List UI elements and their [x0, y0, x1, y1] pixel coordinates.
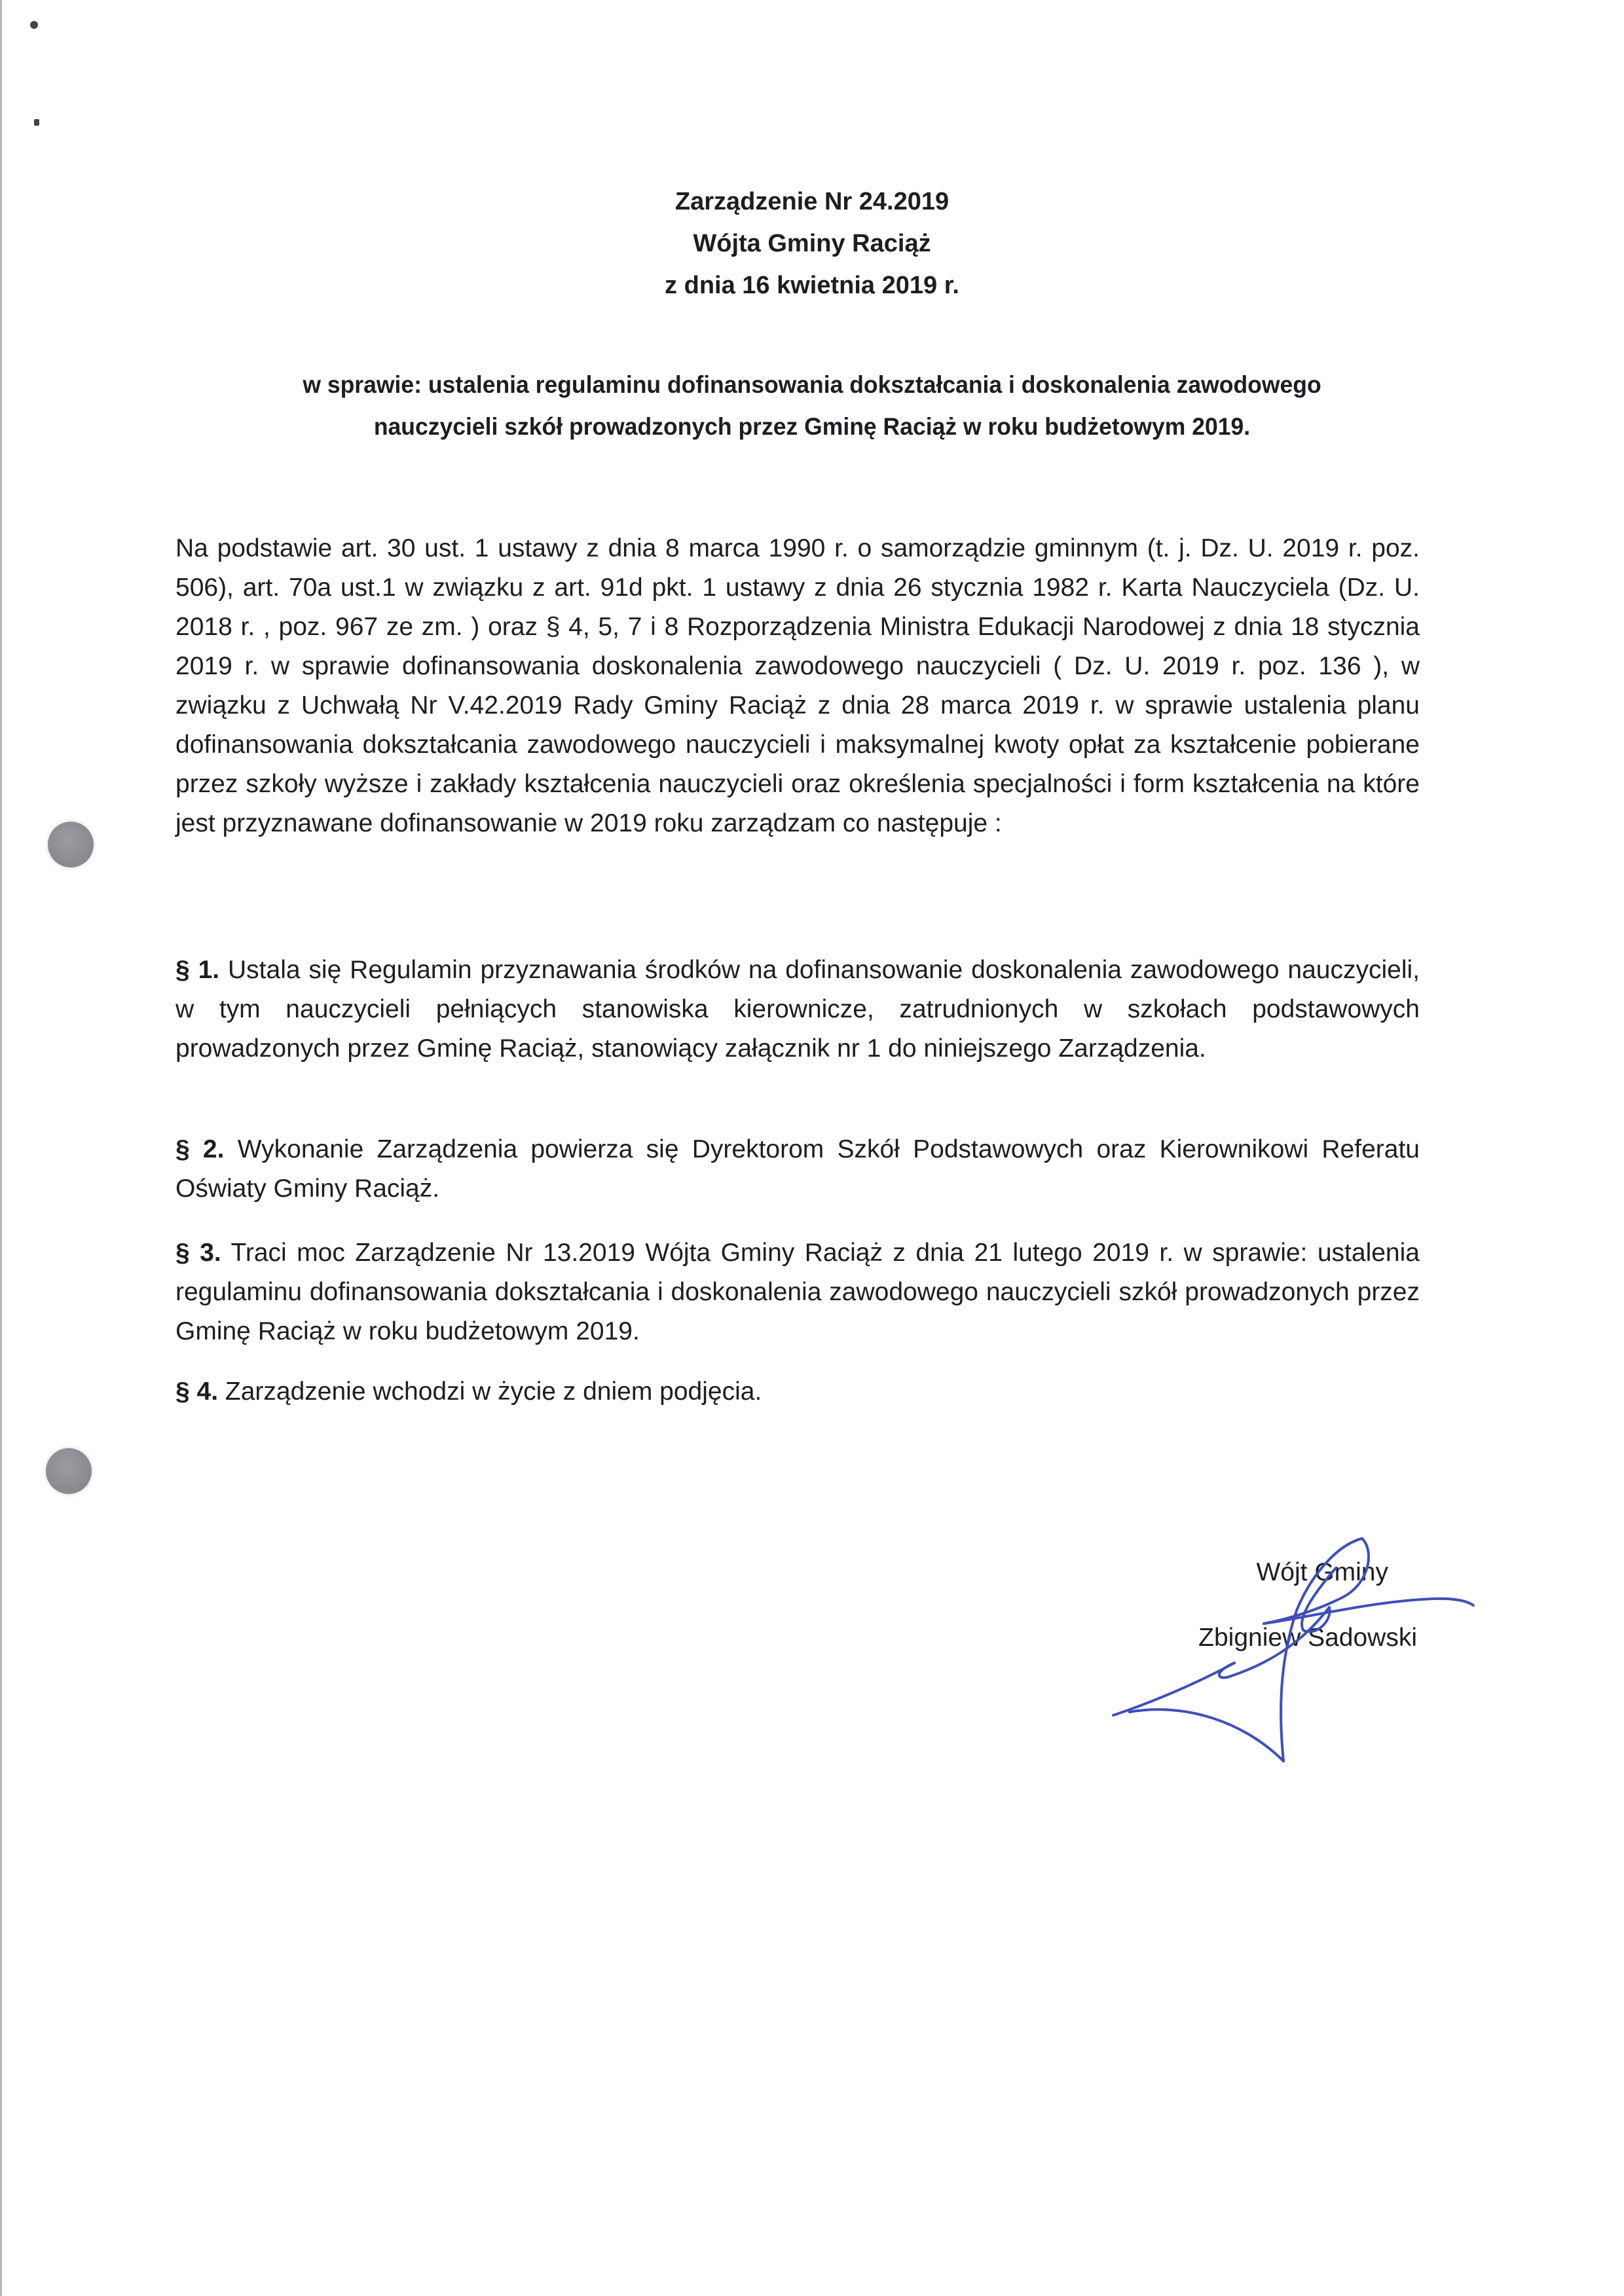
section-4 [175, 1372, 1420, 1412]
punch-hole [48, 822, 94, 867]
scan-speck [34, 119, 39, 126]
section-text: Traci moc Zarządzenie Nr 13.2019 Wójta Gminy Raciąż z dnia 21 lutego 2019 r. w sprawie: ustalenia regulaminu dofinansowania dokształcania i doskonalenia zawodowego nauczycieli szkół prowadzonych przez Gminę Raciąż w roku budżetowym 2019. [175, 1239, 1420, 1345]
signature-stroke [1281, 1539, 1362, 1761]
punch-hole [46, 1448, 92, 1494]
scan-speck [30, 21, 38, 29]
document-subject [221, 364, 1403, 448]
section-text: Zarządzenie wchodzi w życie z dniem podjęcia. [225, 1377, 762, 1406]
section-1 [175, 951, 1420, 1068]
section-mark: § 1. [175, 956, 220, 984]
subject-line: nauczycieli szkół prowadzonych przez Gminę Raciąż w roku budżetowym 2019. [373, 413, 1251, 440]
section-2 [175, 1130, 1420, 1209]
section-mark: § 4. [175, 1377, 219, 1406]
section-3 [175, 1233, 1420, 1351]
signatory-name: Zbigniew Sadowski [1198, 1624, 1417, 1652]
section-mark: § 3. [175, 1239, 221, 1267]
signatory-title: Wójt Gminy [1256, 1558, 1388, 1586]
subject-line: w sprawie: ustalenia regulaminu dofinansowania dokształcania i doskonalenia zawodowego [303, 371, 1321, 398]
document-header [0, 181, 1624, 306]
section-text: Wykonanie Zarządzenia powierza się Dyrektorom Szkół Podstawowych oraz Kierownikowi Referatu Oświaty Gminy Raciąż. [175, 1135, 1420, 1203]
preamble-paragraph: Na podstawie art. 30 ust. 1 ustawy z dnia 8 marca 1990 r. o samorządzie gminnym (t. j. Dz. U. 2019 r. poz. 506), art. 70a ust.1 w związku z art. 91d pkt. 1 ustawy z dnia 26 stycznia 1982 r. Karta Nauczyciela (Dz. U. 2018 r. , poz. 967 ze zm. ) oraz § 4, 5, 7 i 8 Rozporządzenia Ministra Edukacji Narodowej z dnia 18 stycznia 2019 r. w sprawie dofinansowania doskonalenia zawodowego nauczycieli ( Dz. U. 2019 r. poz. 136 ), w związku z Uchwałą Nr V.42.2019 Rady Gminy Raciąż z dnia 28 marca 2019 r. w sprawie ustalenia planu dofinansowania dokształcania zawodowego nauczycieli i maksymalnej kwoty opłat za kształcenie pobierane przez szkoły wyższe i zakłady kształcenia nauczycieli oraz określenia specjalności i form kształcenia na które jest przyznawane dofinansowanie w 2019 roku zarządzam co następuje : [175, 534, 1420, 837]
handwritten-signature [1100, 1525, 1493, 1787]
section-text: Ustala się Regulamin przyznawania środków na dofinansowanie doskonalenia zawodowego nauczycieli, w tym nauczycieli pełniących stanowiska kierownicze, zatrudnionych w szkołach podstawowych prowadzonych przez Gminę Raciąż, stanowiący załącznik nr 1 do niniejszego Zarządzenia. [175, 956, 1420, 1063]
signature-stroke [1130, 1709, 1283, 1761]
signature-stroke [1264, 1539, 1369, 1624]
ordinance-number: Zarządzenie Nr 24.2019 [674, 188, 950, 215]
scan-page-edge [0, 0, 2, 2296]
section-mark: § 2. [175, 1135, 225, 1163]
issuer: Wójta Gminy Raciąż [693, 230, 931, 257]
signature-stroke [1113, 1663, 1234, 1715]
ordinance-date: z dnia 16 kwietnia 2019 r. [665, 272, 959, 299]
